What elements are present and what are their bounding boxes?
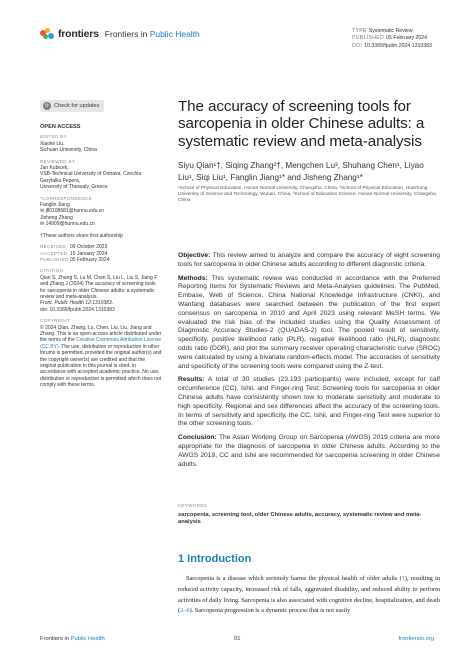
license-link[interactable]: Creative Commons Attribution License (CC BY). bbox=[40, 337, 162, 350]
email-icon: ✉ bbox=[40, 208, 46, 215]
published-value: 05 February 2024 bbox=[386, 35, 428, 42]
correspondence-block bbox=[40, 196, 162, 228]
page-header bbox=[0, 0, 474, 56]
equal-contribution-note: †These authors share first authorship bbox=[40, 232, 123, 239]
copyright-post: The use, distribution or reproduction in other forums is permitted, provided the original author(s) and the copyright owner(s) are credited and that the original publication in this journal is cited, in accordance with accepted academic practice. No use, distribution or reproduction is permitted which does not comply with these terms. bbox=[40, 343, 162, 389]
citation-label: CITATION bbox=[40, 268, 64, 274]
footer-journal-name: Public Health bbox=[70, 636, 105, 642]
author-list: Siyu Qian¹†, Siqing Zhang²†, Mengchen Lu³, Shuhang Chen¹, Liyao Liu¹, Siqi Liu¹, Fanglin Jiang¹* and Jisheng Zhang¹* bbox=[178, 161, 424, 183]
results-label: Results: bbox=[178, 376, 205, 384]
frontiers-logo[interactable] bbox=[40, 28, 200, 40]
corr-name: Jisheng Zhang bbox=[40, 214, 73, 221]
copyright-block bbox=[40, 318, 162, 388]
type-value: Systematic Review bbox=[368, 28, 413, 34]
reference-link[interactable]: 1 bbox=[401, 575, 405, 582]
type-label: TYPE bbox=[352, 28, 367, 34]
frontiers-logo-icon bbox=[40, 28, 54, 40]
journal-prefix: Frontiers in bbox=[104, 29, 148, 39]
objective-label: Objective: bbox=[178, 252, 211, 259]
abstract bbox=[178, 252, 440, 474]
keywords-label: KEYWORDS bbox=[178, 503, 208, 508]
refresh-icon: ⟳ bbox=[44, 103, 50, 109]
journal-title bbox=[105, 29, 200, 39]
doi-value[interactable]: 10.3389/fpubh.2024.1310383 bbox=[364, 42, 432, 49]
conclusion-text: The Asian Working Group on Sarcopenia (AWGS) 2019 criteria are more appropriate for the diagnosis of sarcopenia in older Chinese adults. According to the AWGS 2019, CC and Ishii are recommended for sarcopenia screening in older Chinese adults. bbox=[178, 434, 440, 468]
citation-text: Qian S, Zhang S, Lu M, Chen S, Liu L, Liu S, Jiang F and Zhang J (2024) The accuracy of screening tools for sarcopenia in older Chinese adults: a systematic review and meta-analysis. bbox=[40, 274, 158, 300]
abstract-results bbox=[178, 376, 440, 429]
reference-link[interactable]: 2–6 bbox=[180, 607, 190, 615]
editor-name: Xiaolei Liu, bbox=[40, 140, 65, 147]
objective-text: This review aimed to analyze and compare the accuracy of eight screening tools for sarcopenia in older Chinese adults according to different diagnostic criteria. bbox=[178, 252, 440, 268]
page-number: 01 bbox=[234, 636, 241, 642]
citation-block bbox=[40, 268, 162, 313]
intro-text: Sarcopenia is a disease which seriously harms the physical health of older adults ( bbox=[186, 575, 402, 582]
intro-paragraph bbox=[178, 574, 440, 617]
check-updates-label: Check for updates bbox=[54, 102, 100, 109]
section-title: 1 Introduction bbox=[178, 553, 252, 565]
doi-label: DOI bbox=[352, 42, 363, 49]
citation-journal-text: Front. Public Health 12:1310383. bbox=[40, 300, 114, 307]
abstract-objective bbox=[178, 252, 440, 270]
reviewer-line: University of Thessaly, Greece bbox=[40, 184, 108, 191]
published-value: 05 February 2024 bbox=[70, 256, 110, 263]
correspondence-label: *CORRESPONDENCE bbox=[40, 195, 92, 201]
corr-name: Fanglin Jiang bbox=[40, 202, 70, 209]
dates-block bbox=[40, 244, 162, 263]
footer-site-link[interactable]: frontiersin.org bbox=[398, 636, 434, 642]
keywords-block bbox=[178, 502, 440, 527]
article-header bbox=[178, 98, 440, 204]
editor-affil: Sichuan University, China bbox=[40, 147, 97, 154]
reviewer-line: Garyfallia Pepera, bbox=[40, 177, 81, 184]
edited-label: EDITED BY bbox=[40, 134, 67, 140]
received-value: 09 October 2023 bbox=[70, 244, 108, 251]
article-title: The accuracy of screening tools for sarcopenia in older Chinese adults: a systematic review and meta-analysis bbox=[178, 98, 425, 150]
introduction-section bbox=[178, 553, 440, 617]
open-access-label: OPEN ACCESS bbox=[40, 124, 81, 130]
affiliations: ¹School of Physical Education, Hunan Normal University, Changsha, China, ²School of Physical Education, Huazhong University of Science and Technology, Wuhan, China, ³School of Education Science, Hunan Normal University, Changsha, China bbox=[178, 186, 438, 204]
reviewer-line: Jan Kubicek, bbox=[40, 165, 69, 172]
abstract-conclusion bbox=[178, 434, 440, 469]
accepted-value: 15 January 2024 bbox=[70, 250, 108, 257]
intro-text: ). Sarcopenia progression is a dynamic process that is not easily bbox=[189, 607, 351, 615]
check-updates-button[interactable] bbox=[40, 100, 104, 112]
results-text: A total of 30 studies (23,193 participants) were included, except for calf circumference (CC), Ishii, and Finger-ring Test; Screening tools for sarcopenia in older Chinese adults have consistently shown low to moderate sensitivity and moderate to high specificity. Regional and sex differences affect the accuracy of the screening tools. In terms of sensitivity and specificity, the CC, Ishii, and Finger-ring Test were superior to the other screening tools. bbox=[178, 376, 440, 428]
sidebar bbox=[40, 100, 162, 394]
corr-email-text: jfl0108681@hunnu.edu.cn bbox=[45, 208, 105, 215]
email-icon: ✉ bbox=[40, 221, 46, 228]
reviewed-by-block bbox=[40, 159, 162, 191]
keywords-text: sarcopenia, screening tool, older Chinese adults, accuracy, systematic review and meta-analysis bbox=[178, 511, 422, 526]
intro-text: ), resulting in reduced activity capacity, increased risk of falls, aggravated disability, and reduced ability to perform activities of daily living. Sarcopenia is also associated with cognitive decline, hospitalization, and death ( bbox=[178, 575, 440, 615]
conclusion-label: Conclusion: bbox=[178, 434, 217, 442]
methods-label: Methods: bbox=[178, 274, 208, 282]
corr-email-text: 14909@hunnu.edu.cn bbox=[45, 221, 95, 228]
copyright-text bbox=[40, 325, 162, 389]
reviewer-line: VSB-Technical University of Ostrava, Czechia bbox=[40, 171, 142, 178]
published-label: PUBLISHED bbox=[352, 35, 385, 42]
footer-journal-prefix: Frontiers in bbox=[40, 636, 69, 642]
citation-doi[interactable]: doi: 10.3389/fpubh.2024.1310383 bbox=[40, 306, 115, 313]
article-meta bbox=[352, 28, 432, 50]
received-label: RECEIVED bbox=[40, 244, 66, 250]
copyright-pre: © 2024 Qian, Zhang, Lu, Chen, Liu, Liu, Jiang and Zhang. This is an open-access article distributed under the terms of the bbox=[40, 324, 162, 344]
published-label: PUBLISHED bbox=[40, 256, 69, 262]
reviewed-label: REVIEWED BY bbox=[40, 158, 76, 164]
edited-by-block bbox=[40, 134, 162, 153]
abstract-methods bbox=[178, 275, 440, 372]
journal-name: Public Health bbox=[149, 29, 200, 39]
footer-journal bbox=[40, 636, 105, 642]
logo-text: frontiers bbox=[58, 28, 99, 40]
copyright-label: COPYRIGHT bbox=[40, 318, 71, 324]
accepted-label: ACCEPTED bbox=[40, 250, 68, 256]
methods-text: This systematic review was conducted in accordance with the Preferred Reporting Items for Systematic Reviews and Meta-Analyses guidelines. The PubMed, Embase, Web of Science, China National Knowledge Infrastructure (CNKI), and Wanfang databases were searched between the publication of the first expert consensus on sarcopenia in 2010 and April 2023 using relevant MeSH terms. We evaluated the risk bias of the included studies using the Quality Assessment of Diagnostic Accuracy Studies-2 (QUADAS-2) tool. The pooled result of sensitivity, specificity, positive likelihood ratio (PLR), negative likelihood ratio (NLR), diagnostic odds ratio (DOR), and plot the summary receiver operating characteristic curve (SROC) were calculated by using a bivariate random-effects model. The accuracies of sensitivity and specificity of the screening tools were compared using the Z-test. bbox=[178, 274, 440, 370]
corr-email[interactable] bbox=[40, 221, 162, 227]
